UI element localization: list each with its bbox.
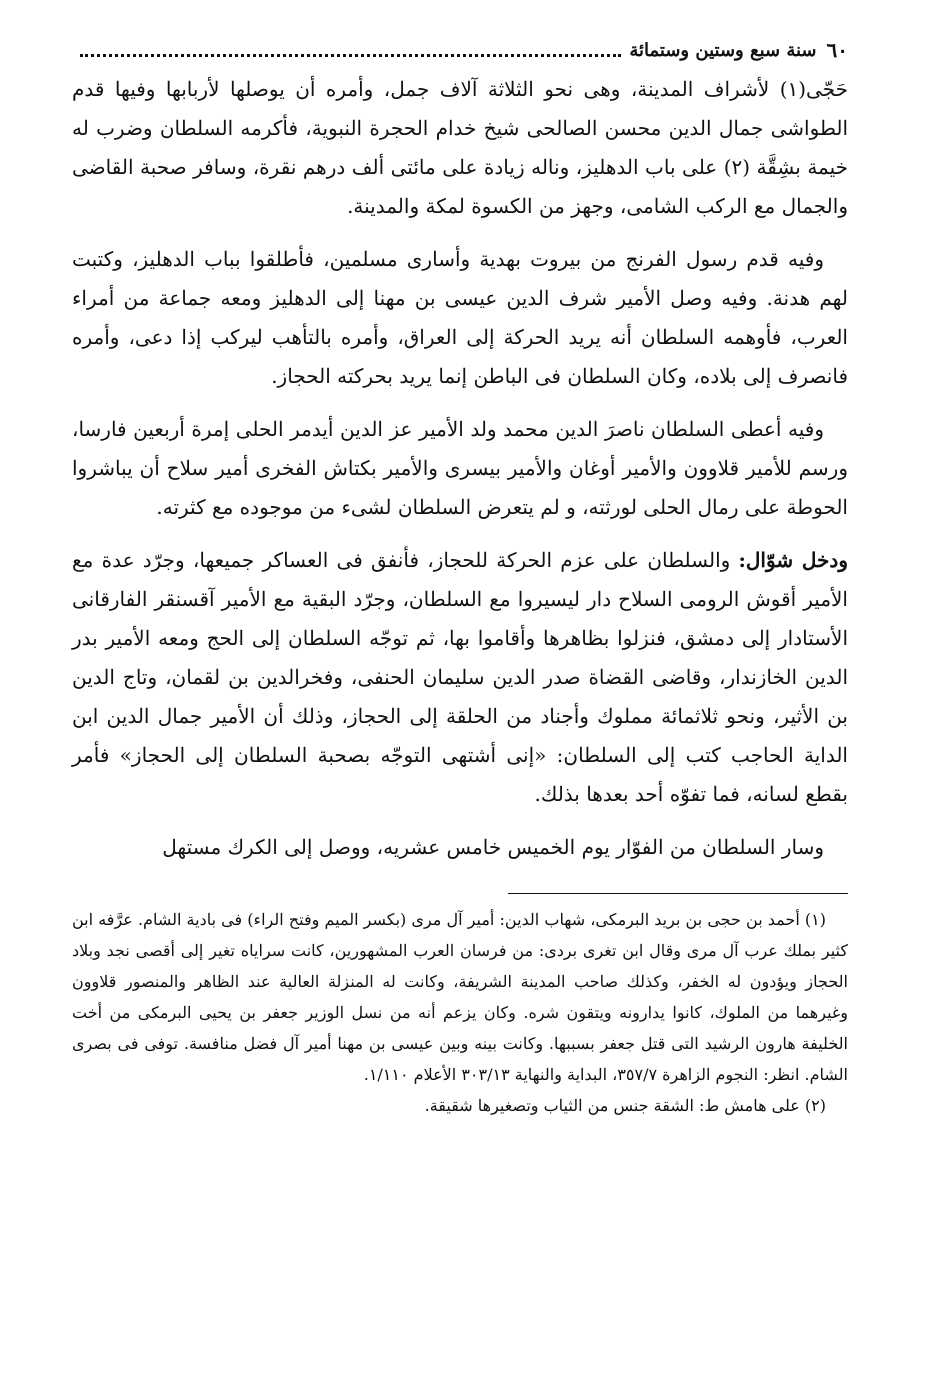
header-dot-leader [80, 54, 621, 57]
paragraph-2: وفيه قدم رسول الفرنج من بيروت بهدية وأسارى مسلمين، فأطلقوا بباب الدهليز، وكتبت لهم هدنة. وفيه وصل الأمير شرف الدين عيسى بن مهنا إلى الدهليز ومعه جماعة من أمراء العرب، فأوهمه السلطان أنه يريد الحركة إلى العراق، وأمره بالتأهب ليركب إذا دعى، وأمره فانصرف إلى بلاده، وكان السلطان فى الباطن إنما يريد بحركته الحجاز. [72, 247, 848, 388]
footnote-separator [508, 893, 848, 894]
paragraph-1: حَجّى(١) لأشراف المدينة، وهى نحو الثلاثة آلاف جمل، وأمره أن يوصلها لأربابها وفيها قدم الطواشى جمال الدين محسن الصالحى شيخ خدام الحجرة النبوية، فأكرمه السلطان وضرب له خيمة بشِقَّة (٢) على باب الدهليز، وناله زيادة على مائتى ألف درهم نقرة، وسافر صحبة القاضى والجمال مع الركب الشامى، وجهز من الكسوة لمكة والمدينة. [72, 77, 849, 218]
paragraph-4-text: والسلطان على عزم الحركة للحجاز، فأنفق فى العساكر جميعها، وجرّد عدة مع الأمير أقوش الرومى السلاح دار ليسيروا مع السلطان، وجرّد البقية مع الأمير آقسنقر الفارقانى الأستادار إلى دمشق، فنزلوا بظاهرها وأقاموا بها، ثم توجّه السلطان إلى الحج ومعه الأمير بدر الدين الخازندار، وقاضى القضاة صدر الدين سليمان الحنفى، وفخرالدين بن لقمان، وتاج الدين بن الأثير، ونحو ثلاثمائة مملوك وأجناد من الحلقة إلى الحجاز، وذلك أن الأمير جمال الدين ابن الداية الحاجب كتب إلى السلطان: «إنى أشتهى التوجّه بصحبة السلطان إلى الحجاز» فأمر بقطع لسانه، فما تفوّه أحد بعدها بذلك. [72, 548, 848, 806]
section-lead: ودخل شوّال: [738, 548, 848, 572]
book-page [72, 30, 848, 1350]
running-title: سنة سبع وستين وستمائة [629, 39, 817, 61]
paragraph-4 [72, 541, 848, 814]
paragraph-5: وسار السلطان من الفوّار يوم الخميس خامس عشريه، ووصل إلى الكرك مستهل [162, 835, 824, 859]
paragraph-gap [72, 814, 848, 828]
paragraph-gap [72, 396, 848, 410]
footnote-2: (٢) على هامش ط: الشقة جنس من الثياب وتصغيرها شقيقة. [424, 1096, 826, 1115]
page-header [72, 30, 848, 70]
paragraph-gap [72, 226, 848, 240]
page-number: ٦٠ [826, 38, 848, 62]
paragraph-gap [72, 527, 848, 541]
paragraph-3: وفيه أعطى السلطان ناصرَ الدين محمد ولد الأمير عز الدين أيدمر الحلى إمرة أربعين فارسا، ورسم للأمير قلاوون والأمير أوغان والأمير بيسرى والأمير بكتاش الفخرى أمير سلاح أن يباشروا الحوطة على رمال الحلى لورثته، و لم يتعرض السلطان لشىء من موجوده مع كثرته. [72, 417, 848, 519]
footnote-1: (١) أحمد بن حجى بن بريد البرمكى، شهاب الدين: أمير آل مرى (بكسر الميم وفتح الراء) فى بادية الشام. عرَّفه ابن كثير بملك عرب آل مرى وقال ابن تغرى بردى: من فرسان العرب المشهورين، كانت سراياه تغير إلى أقصى نجد وبلاد الحجاز ويؤدون له الخفر، وكذلك صاحب المدينة الشريفة، وكانت له المنزلة العالية عند الظاهر والمنصور قلاوون وغيرهما من الملوك، كانوا يدارونه ويتقون شره. وكان يزعم أنه من نسل الوزير جعفر بن يحيى البرمكى من أخت الخليفة هارون الرشيد التى قتل جعفر بسببها. وكانت بينه وبين عيسى بن مهنا أمير آل فضل منافسة. توفى فى بصرى الشام. انظر: النجوم الزاهرة ٣٥٧/٧، البداية والنهاية ٣٠٣/١٣ الأعلام ١/١١٠. [72, 910, 848, 1084]
